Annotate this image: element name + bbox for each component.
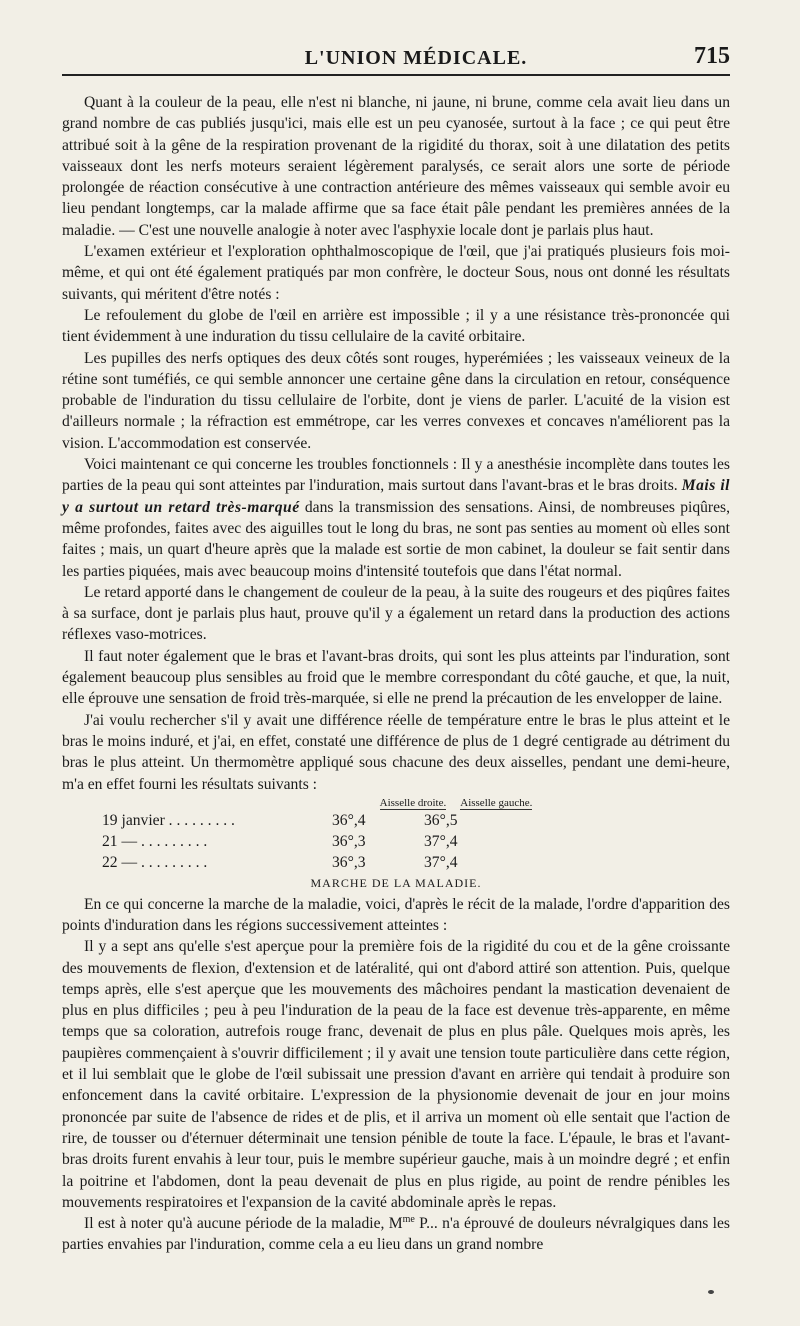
paragraph-globe-refoulement: Le refoulement du globe de l'œil en arrière est impossible ; il y a une résistance très-prononcée qui tient évidemment à une induration du tissu cellulaire de la cavité orbitaire. — [62, 306, 730, 346]
temperature-table — [102, 810, 458, 874]
running-header — [62, 40, 730, 70]
paragraph-skin-color: Quant à la couleur de la peau, elle n'est ni blanche, ni jaune, ni brune, comme cela avait lieu dans un grand nombre de cas publiés jusqu'ici, mais elle est un peu cyanosée, surtout à la face ; ce qui peut être attribué soit à la gêne de la respiration provenant de la rigidité du thorax, soit à une dilatation des petits vaisseaux dont les nerfs moteurs seraient légèrement paralysés, ce serait alors une sorte de période prolongée de réaction consécutive à une contraction antérieure des mêmes vaisseaux qui semble avoir eu lieu pendant longtemps, car la malade affirme que sa face était pâle pendant les premières années de la maladie. — C'est une nouvelle analogie à noter avec l'asphyxie locale dont je parlais plus haut. — [62, 94, 730, 239]
emphasis-text: Mais il y a surtout un retard très-marqué — [62, 477, 730, 516]
table-row — [102, 852, 458, 873]
date-cell: 19 janvier . . . . . . . . . — [102, 811, 235, 829]
column-header-right-armpit: Aisselle droite. — [379, 796, 447, 809]
table-row — [102, 831, 458, 852]
paragraph-text: dans la transmission des sensations. Ainsi, de nombreuses piqûres, même profondes, faites avec des aiguilles tout le long du bras, ne sont pas senties au moment où elles sont faites ; mais, un quart d'heure après que la malade est sortie de mon cabinet, la douleur se fait sentir dans les parties piquées, mais avec beaucoup moins d'intensité toutefois que dans l'état normal. — [62, 498, 731, 580]
right-temp-cell: 36°,4 — [332, 811, 366, 829]
journal-title: L'UNION MÉDICALE. — [304, 47, 528, 69]
table-row — [102, 810, 458, 831]
right-temp-cell: 36°,3 — [332, 833, 366, 851]
paragraph-temperature: J'ai voulu rechercher s'il y avait une différence réelle de température entre le bras le plus atteint et le bras le moins induré, et j'ai, en effet, constaté une différence de plus de 1 degré centigrade au détriment du bras le plus atteint. Un thermomètre appliqué sous chacune des deux aisselles, pendant une demi-heure, m'a en effet fourni les résultats suivants : — [62, 711, 730, 793]
section-title: MARCHE DE LA MALADIE. — [310, 875, 482, 890]
paragraph-text: Il est à noter qu'à aucune période de la maladie, M — [84, 1215, 403, 1233]
left-temp-cell: 36°,5 — [424, 811, 458, 829]
ink-speck — [708, 1290, 714, 1294]
page-number: 715 — [694, 43, 730, 69]
paragraph-cold-sensitivity: Il faut noter également que le bras et l'avant-bras droits, qui sont les plus atteints par l'induration, sont également beaucoup plus sensibles au froid que le membre correspondant du côté gauche, et que, la nuit, elle éprouve une sensation de froid très-marquée, si elle ne prend la précaution de les envelopper de laine. — [62, 647, 730, 708]
paragraph-eye-exam: L'examen extérieur et l'exploration ophthalmoscopique de l'œil, que j'ai pratiqués plusieurs fois moi-même, et qui ont été également pratiqués par mon confrère, le docteur Sous, nous ont donné les résultats suivants, qui méritent d'être notés : — [62, 243, 730, 303]
date-cell: 21 — . . . . . . . . . — [102, 833, 208, 851]
superscript: me — [402, 1213, 415, 1225]
paragraph-no-pain — [62, 1213, 730, 1256]
paragraph-text: P... n'a éprouvé de douleurs névralgiques dans les parties envahies par l'induration, comme cela a eu lieu dans un grand nombre — [62, 1215, 730, 1254]
right-temp-cell: 36°,3 — [332, 854, 366, 872]
header-rule — [62, 74, 730, 76]
paragraph-history: Il y a sept ans qu'elle s'est aperçue pour la première fois de la rigidité du cou et de la gêne croissante des mouvements de flexion, d'extension et de latéralité, qui ont d'abord attiré son attention. Puis, quelque temps après, elle s'est aperçue que les mouvements des mâchoires pendant la mastication devenaient de plus en plus difficiles ; peu à peu l'induration de la peau de la face est devenue très-apparente, en même temps que sa coloration, autrefois rouge franc, devenait de plus en plus pâle. Quelques mois après, les paupières commençaient à s'ouvrir difficilement ; il y avait une tension toute particulière dans cette région, et il lui semblait que le globe de l'œil subissait une pression d'avant en arrière qui tendait à produire son enfoncement dans la cavité orbitaire. L'expression de la physionomie devenait de jour en jour moins prononcée par suite de l'absence de rides et de plis, et il arriva un moment où elle sentait que l'action de rire, de tousser ou d'éternuer déterminait une tension pénible de toute la face. L'épaule, le bras et l'avant-bras droits furent envahis à leur tour, puis le membre supérieur gauche, mais à un moindre degré ; et enfin la poitrine et l'abdomen, dont la peau devenait de plus en plus rigide, au point de rendre pénibles les mouvements respiratoires et l'expansion de la cavité abdominale après le repas. — [62, 938, 730, 1211]
paragraph-pupils: Les pupilles des nerfs optiques des deux côtés sont rouges, hyperémiées ; les vaisseaux veineux de la rétine sont tuméfiés, ce qui semble annoncer une certaine gêne dans la circulation en retour, conséquence probable de l'induration du tissu cellulaire de l'orbite, dont je viens de parler. L'acuité de la vision est d'ailleurs normale ; la réfraction est emmétrope, car les verres convexes et concaves n'améliorent pas la vision. L'accommodation est conservée. — [62, 349, 730, 452]
date-cell: 22 — . . . . . . . . . — [102, 854, 208, 872]
temperature-table-header — [62, 797, 730, 810]
left-temp-cell: 37°,4 — [424, 854, 458, 872]
paragraph-disease-course: En ce qui concerne la marche de la maladie, voici, d'après le récit de la malade, l'ordre d'apparition des points d'induration dans les régions successivement atteintes : — [62, 895, 730, 934]
paragraph-text: Voici maintenant ce qui concerne les troubles fonctionnels : Il y a anesthésie incomplète dans toutes les parties de la peau qui sont atteintes par l'induration, mais surtout dans l'avant-bras et le bras droits. — [62, 456, 730, 495]
paragraph-functional-troubles — [62, 454, 730, 582]
column-header-left-armpit: Aisselle gauche. — [460, 796, 533, 809]
paragraph-color-delay: Le retard apporté dans le changement de couleur de la peau, à la suite des rougeurs et des piqûres faites à sa surface, dont je parlais plus haut, prouve qu'il y a également un retard dans la production des actions réflexes vaso-motrices. — [62, 583, 730, 644]
left-temp-cell: 37°,4 — [424, 833, 458, 851]
